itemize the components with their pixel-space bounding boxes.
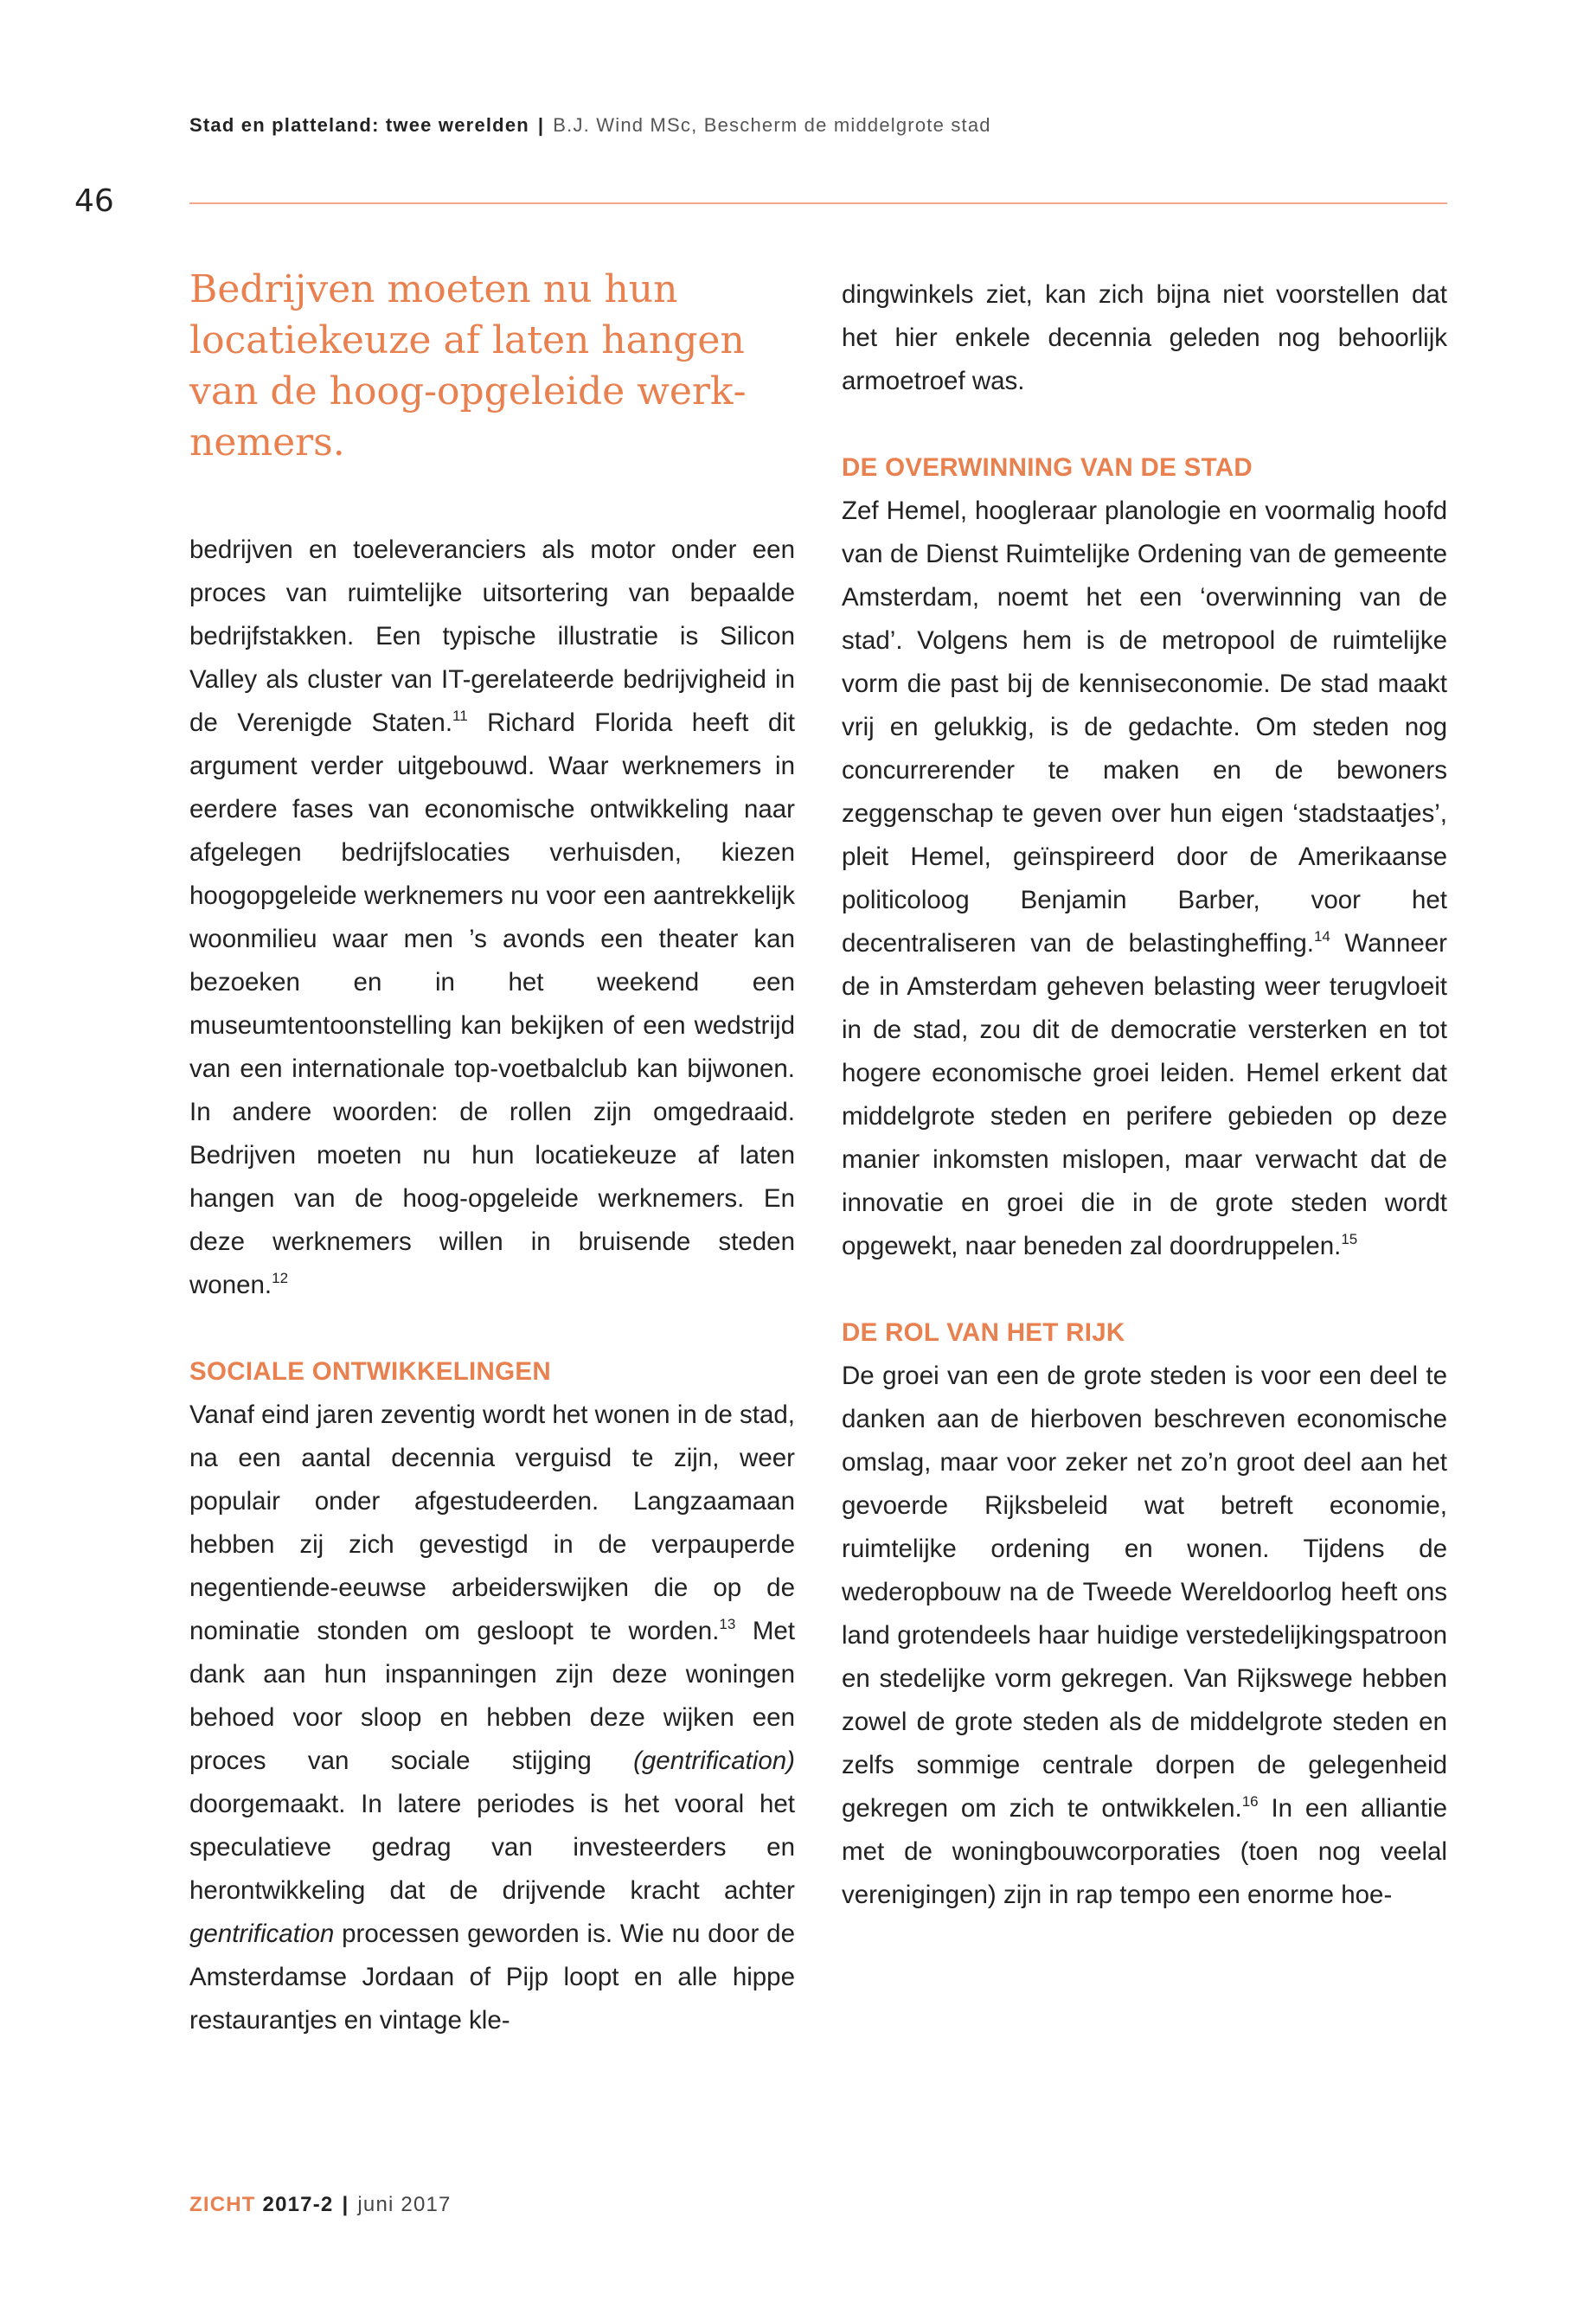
- left-column: [189, 264, 795, 2042]
- footnote-ref[interactable]: 16: [1241, 1793, 1259, 1810]
- footer-issue: 2017-2: [262, 2193, 334, 2216]
- paragraph: Zef Hemel, hoogleraar planologie en voormalig hoofd van de Dienst Ruimtelijke Ordening van de gemeente Amsterdam, noemt het een ‘overwinning van de stad’. Volgens hem is de metropool de ruimtelijke vorm die past bij de kenniseconomie. De stad maakt vrij en gelukkig, is de gedachte. Om steden nog concurrerender te maken en de bewoners zeggenschap te geven over hun eigen ‘stadstaatjes’, pleit Hemel, geïnspireerd door de Amerikaanse politicoloog Benjamin Barber, voor het decentraliseren van de belastingheffing.$^{14}$ Wanneer de in Amsterdam geheven belasting weer terugvloeit in de stad, zou dit de democratie versterken en tot hogere economische groei leiden. Hemel erkent dat middelgrote steden en perifere gebieden op deze manier inkomsten mislopen, maar verwacht dat de innovatie en groei die in de grote steden wordt opgewekt, naar beneden zal doordruppelen.$^{15}$: [842, 497, 1447, 1260]
- footer-separator: |: [342, 2193, 349, 2216]
- footnote-ref[interactable]: 13: [719, 1616, 736, 1632]
- footnote-ref[interactable]: 15: [1341, 1231, 1358, 1247]
- footer-brand: ZICHT: [189, 2193, 256, 2216]
- paragraph: dingwinkels ziet, kan zich bijna niet voorstellen dat het hier enkele decennia geleden nog behoorlijk armoetroef was.: [842, 280, 1447, 395]
- section-heading: DE OVERWINNING VAN DE STAD: [842, 453, 1253, 482]
- footnote-ref[interactable]: 12: [272, 1270, 289, 1286]
- running-head-separator: |: [537, 114, 545, 136]
- pull-quote: Bedrijven moeten nu hun locatiekeuze af laten hangen van de hoog-opgeleide werknemers.: [189, 267, 747, 465]
- right-column: [842, 273, 1447, 1917]
- footer-date: juni 2017: [357, 2193, 452, 2216]
- footnote-ref[interactable]: 14: [1313, 928, 1330, 945]
- section-heading: DE ROL VAN HET RIJK: [842, 1318, 1125, 1347]
- section-heading: SOCIALE ONTWIKKELINGEN: [189, 1357, 551, 1386]
- running-head-author: B.J. Wind MSc, Bescherm de middelgrote stad: [553, 114, 991, 136]
- page-number: 46: [74, 183, 114, 219]
- paragraph: De groei van een de grote steden is voor een deel te danken aan de hierboven beschreven economische omslag, maar voor zeker net zo’n groot deel aan het gevoerde Rijksbeleid wat betreft economie, ruimtelijke ordening en wonen. Tijdens de wederopbouw na de Tweede Wereldoorlog heeft ons land grotendeels haar huidige verstedelijkingspatroon en stedelijke vorm gekregen. Van Rijkswege hebben zowel de grote steden als de middelgrote steden en zelfs sommige centrale dorpen de gelegenheid gekregen om zich te ontwikkelen.$^{16}$ In een alliantie met de woningbouwcorporaties (toen nog veelal verenigingen) zijn in rap tempo een enorme hoe-: [842, 1362, 1447, 1909]
- paragraph: Vanaf eind jaren zeventig wordt het wonen in de stad, na een aantal decennia verguisd te zijn, weer populair onder afgestudeerden. Langzaamaan hebben zij zich gevestigd in de verpauperde negentiende-eeuwse arbeiderswijken die op de nominatie stonden om gesloopt te worden.$^{13}$ Met dank aan hun inspanningen zijn deze woningen behoed voor sloop en hebben deze wijken een proces van sociale stijging (gentrification) doorgemaakt. In latere periodes is het vooral het speculatieve gedrag van investeerders en herontwikkeling dat de drijvende kracht achter gentrification processen geworden is. Wie nu door de Amsterdamse Jordaan of Pijp loopt en alle hippe restaurantjes en vintage kle-: [189, 1400, 795, 2035]
- running-head-title: Stad en platteland: twee werelden: [189, 114, 529, 136]
- paragraph: bedrijven en toeleveranciers als motor onder een proces van ruimtelijke uitsortering van bepaalde bedrijfstakken. Een typische illustratie is Silicon Valley als cluster van IT-gerelateerde bedrijvigheid in de Verenigde Staten.$^{11}$ Richard Florida heeft dit argument verder uitgebouwd. Waar werknemers in eerdere fases van economische ontwikkeling naar afgelegen bedrijfslocaties verhuisden, kiezen hoogopgeleide werknemers nu voor een aantrekkelijk woonmilieu waar men ’s avonds een theater kan bezoeken en in het weekend een museumtentoonstelling kan bekijken of een wedstrijd van een internationale top-voetbalclub kan bijwonen. In andere woorden: de rollen zijn omgedraaid. Bedrijven moeten nu hun locatiekeuze af laten hangen van de hoog-opgeleide werknemers. En deze werknemers willen in bruisende steden wonen.$^{12}$: [189, 535, 795, 1299]
- footer: [189, 2193, 452, 2217]
- running-head: [189, 114, 991, 137]
- footnote-ref[interactable]: 11: [452, 708, 468, 724]
- header-rule: [189, 202, 1447, 204]
